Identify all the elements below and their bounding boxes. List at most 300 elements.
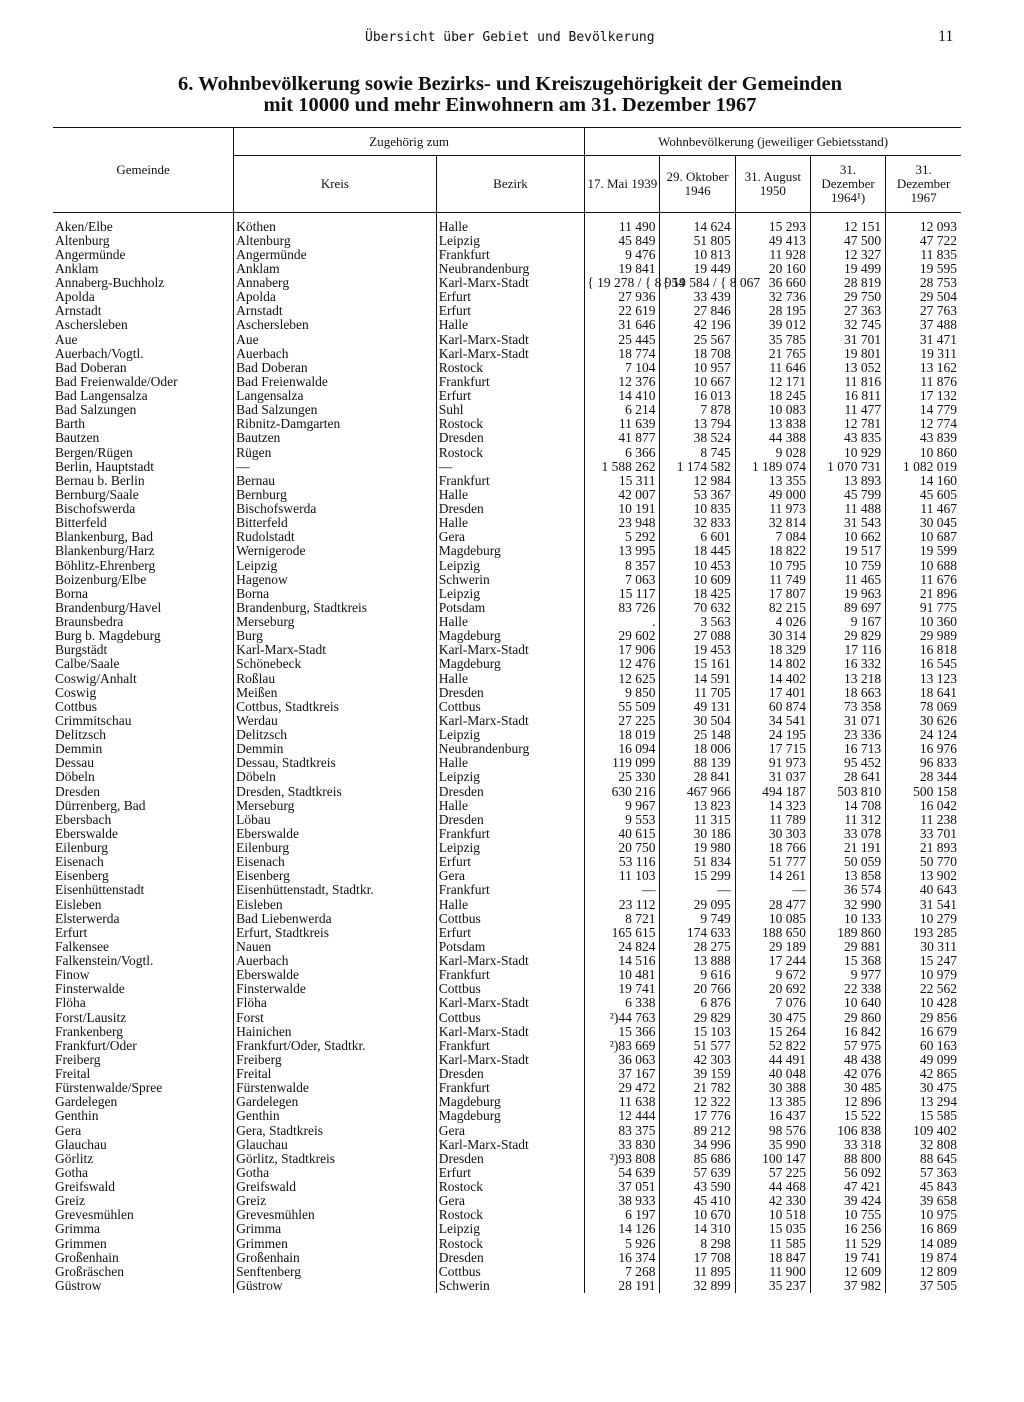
table-row xyxy=(53,826,961,840)
cell-gemeinde: Genthin xyxy=(55,1108,99,1124)
header-1939: 17. Mai 1939 xyxy=(585,156,660,213)
cell-kreis: Gera, Stadtkreis xyxy=(234,1123,437,1137)
table-row xyxy=(53,1208,961,1222)
cell-pop-1964: 12 151 xyxy=(810,219,885,233)
cell-gemeinde: Falkenstein/Vogtl. xyxy=(55,953,154,969)
cell-kreis: Bautzen xyxy=(234,431,437,445)
cell-pop-1939: 22 619 xyxy=(585,304,660,318)
cell-pop-1964: 39 424 xyxy=(810,1194,885,1208)
cell-pop-1950: 7 076 xyxy=(735,996,810,1010)
cell-pop-1946: 51 834 xyxy=(660,855,735,869)
cell-pop-1950: 17 715 xyxy=(735,742,810,756)
cell-pop-1939: 29 472 xyxy=(585,1081,660,1095)
cell-kreis: Bitterfeld xyxy=(234,516,437,530)
table-row xyxy=(53,841,961,855)
cell-kreis: — xyxy=(234,459,437,473)
cell-kreis: Großenhain xyxy=(234,1250,437,1264)
cell-bezirk: Frankfurt xyxy=(436,968,585,982)
cell-kreis: Dresden, Stadtkreis xyxy=(234,784,437,798)
running-title: Übersicht über Gebiet und Bevölkerung xyxy=(365,30,655,45)
table-row xyxy=(53,374,961,388)
cell-pop-1964: 47 500 xyxy=(810,233,885,247)
cell-pop-1967: 13 123 xyxy=(886,671,961,685)
cell-pop-1967: 33 701 xyxy=(886,826,961,840)
cell-kreis: Döbeln xyxy=(234,770,437,784)
cell-bezirk: Leipzig xyxy=(436,1222,585,1236)
cell-bezirk: Cottbus xyxy=(436,699,585,713)
cell-gemeinde: Coswig xyxy=(55,684,97,700)
table-row xyxy=(53,883,961,897)
cell-pop-1939: 10 191 xyxy=(585,502,660,516)
cell-pop-1967: 16 818 xyxy=(886,643,961,657)
cell-pop-1939: ²)44 763 xyxy=(585,1010,660,1024)
cell-pop-1964: 45 799 xyxy=(810,487,885,501)
cell-pop-1967: 12 093 xyxy=(886,219,961,233)
cell-pop-1939: 6 338 xyxy=(585,996,660,1010)
cell-kreis: Bernau xyxy=(234,473,437,487)
cell-pop-1939: 20 750 xyxy=(585,841,660,855)
cell-gemeinde: Berlin, Hauptstadt xyxy=(55,458,154,474)
cell-pop-1939: 7 104 xyxy=(585,360,660,374)
cell-pop-1967: 193 285 xyxy=(886,925,961,939)
cell-pop-1939: 25 445 xyxy=(585,332,660,346)
cell-pop-1939: 6 214 xyxy=(585,403,660,417)
cell-pop-1946: 49 131 xyxy=(660,699,735,713)
cell-gemeinde: Anklam xyxy=(55,260,99,276)
cell-kreis: Borna xyxy=(234,586,437,600)
cell-gemeinde: Gardelegen xyxy=(55,1094,118,1110)
cell-pop-1964: 42 076 xyxy=(810,1067,885,1081)
cell-pop-1950: 32 736 xyxy=(735,290,810,304)
cell-pop-1967: 11 238 xyxy=(886,812,961,826)
cell-gemeinde: Eilenburg xyxy=(55,840,108,856)
cell-pop-1950: 60 874 xyxy=(735,699,810,713)
cell-pop-1950: 188 650 xyxy=(735,925,810,939)
cell-kreis: Bad Salzungen xyxy=(234,403,437,417)
cell-pop-1946: 9 616 xyxy=(660,968,735,982)
cell-pop-1939: 29 602 xyxy=(585,629,660,643)
cell-pop-1939: 24 824 xyxy=(585,939,660,953)
cell-pop-1939: 23 112 xyxy=(585,897,660,911)
cell-kreis: Löbau xyxy=(234,812,437,826)
cell-gemeinde: Gotha xyxy=(55,1164,88,1180)
table-row xyxy=(53,290,961,304)
cell-pop-1946: 19 980 xyxy=(660,841,735,855)
cell-pop-1946: 11 705 xyxy=(660,685,735,699)
cell-bezirk: Karl-Marx-Stadt xyxy=(436,276,585,290)
cell-pop-1939: 12 625 xyxy=(585,671,660,685)
table-body xyxy=(53,213,961,1293)
cell-gemeinde: Blankenburg, Bad xyxy=(55,529,153,545)
cell-pop-1939: 23 948 xyxy=(585,516,660,530)
cell-pop-1967: 12 774 xyxy=(886,417,961,431)
cell-gemeinde: Fürstenwalde/Spree xyxy=(55,1080,163,1096)
cell-pop-1967: 21 893 xyxy=(886,841,961,855)
cell-pop-1939: 9 850 xyxy=(585,685,660,699)
cell-pop-1950: 11 749 xyxy=(735,572,810,586)
table-row xyxy=(53,1081,961,1095)
cell-pop-1939: 15 366 xyxy=(585,1024,660,1038)
cell-pop-1967: 109 402 xyxy=(886,1123,961,1137)
table-row xyxy=(53,431,961,445)
table-row xyxy=(53,572,961,586)
cell-pop-1950: 9 028 xyxy=(735,445,810,459)
cell-bezirk: Karl-Marx-Stadt xyxy=(436,1052,585,1066)
cell-pop-1946: 28 841 xyxy=(660,770,735,784)
cell-pop-1964: 31 701 xyxy=(810,332,885,346)
cell-pop-1967: 37 488 xyxy=(886,318,961,332)
cell-pop-1967: 15 585 xyxy=(886,1109,961,1123)
cell-pop-1964: 88 800 xyxy=(810,1151,885,1165)
cell-pop-1967: 16 042 xyxy=(886,798,961,812)
cell-bezirk: Cottbus xyxy=(436,911,585,925)
cell-pop-1950: 30 314 xyxy=(735,629,810,643)
table-row xyxy=(53,1151,961,1165)
cell-gemeinde: Cottbus xyxy=(55,698,98,714)
cell-pop-1946: 53 367 xyxy=(660,487,735,501)
cell-bezirk: Rostock xyxy=(436,1180,585,1194)
header-1967: 31. Dezember 1967 xyxy=(886,156,961,213)
table-row xyxy=(53,1194,961,1208)
cell-pop-1939: 14 516 xyxy=(585,954,660,968)
cell-kreis: Eisenach xyxy=(234,855,437,869)
cell-pop-1946: 14 591 xyxy=(660,671,735,685)
cell-bezirk: Schwerin xyxy=(436,1278,585,1292)
cell-bezirk: Rostock xyxy=(436,445,585,459)
cell-kreis: Altenburg xyxy=(234,233,437,247)
cell-pop-1939: 1 588 262 xyxy=(585,459,660,473)
cell-bezirk: Schwerin xyxy=(436,572,585,586)
cell-gemeinde: Großräschen xyxy=(55,1263,124,1279)
cell-bezirk: Frankfurt xyxy=(436,883,585,897)
table-row xyxy=(53,417,961,431)
cell-pop-1946: 18 708 xyxy=(660,346,735,360)
cell-pop-1946: 32 899 xyxy=(660,1278,735,1292)
cell-pop-1950: 52 822 xyxy=(735,1038,810,1052)
cell-kreis: Rudolstadt xyxy=(234,530,437,544)
cell-pop-1939: 15 117 xyxy=(585,586,660,600)
cell-pop-1950: 15 264 xyxy=(735,1024,810,1038)
cell-pop-1950: 17 807 xyxy=(735,586,810,600)
cell-pop-1967: 45 605 xyxy=(886,487,961,501)
cell-pop-1946: 10 813 xyxy=(660,247,735,261)
cell-pop-1950: 4 026 xyxy=(735,615,810,629)
cell-pop-1946: 51 577 xyxy=(660,1038,735,1052)
cell-pop-1964: 50 059 xyxy=(810,855,885,869)
cell-gemeinde: Grimmen xyxy=(55,1235,107,1251)
cell-pop-1939: . xyxy=(585,615,660,629)
cell-bezirk: Leipzig xyxy=(436,728,585,742)
cell-pop-1946: 18 006 xyxy=(660,742,735,756)
cell-pop-1964: 29 860 xyxy=(810,1010,885,1024)
cell-bezirk: Magdeburg xyxy=(436,1095,585,1109)
cell-bezirk: Halle xyxy=(436,671,585,685)
header-wohnbevoelkerung: Wohnbevölkerung (jeweiliger Gebietsstand) xyxy=(585,128,961,156)
cell-gemeinde: Bergen/Rügen xyxy=(55,444,133,460)
cell-pop-1950: 51 777 xyxy=(735,855,810,869)
table-row xyxy=(53,1250,961,1264)
cell-pop-1964: 33 078 xyxy=(810,826,885,840)
cell-pop-1946: 13 823 xyxy=(660,798,735,812)
cell-pop-1946: 12 322 xyxy=(660,1095,735,1109)
cell-bezirk: Magdeburg xyxy=(436,544,585,558)
cell-gemeinde: Aschersleben xyxy=(55,317,128,333)
cell-kreis: Freiberg xyxy=(234,1052,437,1066)
cell-bezirk: Gera xyxy=(436,869,585,883)
cell-gemeinde: Aue xyxy=(55,331,78,347)
cell-pop-1946: 89 212 xyxy=(660,1123,735,1137)
cell-bezirk: Rostock xyxy=(436,1208,585,1222)
cell-pop-1967: 19 874 xyxy=(886,1250,961,1264)
cell-pop-1964: 12 781 xyxy=(810,417,885,431)
cell-kreis: Grevesmühlen xyxy=(234,1208,437,1222)
cell-pop-1939: 36 063 xyxy=(585,1052,660,1066)
cell-pop-1939: 17 906 xyxy=(585,643,660,657)
cell-pop-1950: 20 160 xyxy=(735,261,810,275)
cell-pop-1964: 16 713 xyxy=(810,742,885,756)
cell-gemeinde: Eisleben xyxy=(55,896,102,912)
header-bezirk: Bezirk xyxy=(436,156,585,213)
cell-pop-1946: 57 639 xyxy=(660,1165,735,1179)
cell-pop-1950: 18 766 xyxy=(735,841,810,855)
cell-pop-1946: 25 148 xyxy=(660,728,735,742)
table-row xyxy=(53,445,961,459)
cell-pop-1946: 30 186 xyxy=(660,826,735,840)
cell-kreis: Gardelegen xyxy=(234,1095,437,1109)
table-row xyxy=(53,629,961,643)
cell-kreis: Erfurt, Stadtkreis xyxy=(234,925,437,939)
table-row xyxy=(53,939,961,953)
cell-pop-1946: 34 996 xyxy=(660,1137,735,1151)
cell-kreis: Demmin xyxy=(234,742,437,756)
cell-pop-1939: 37 167 xyxy=(585,1067,660,1081)
cell-pop-1939: 12 476 xyxy=(585,657,660,671)
cell-pop-1939: 16 374 xyxy=(585,1250,660,1264)
cell-kreis: Gotha xyxy=(234,1165,437,1179)
cell-kreis: Merseburg xyxy=(234,798,437,812)
cell-pop-1946: 27 846 xyxy=(660,304,735,318)
cell-pop-1964: 12 327 xyxy=(810,247,885,261)
cell-pop-1946: 11 315 xyxy=(660,812,735,826)
cell-kreis: Auerbach xyxy=(234,346,437,360)
cell-pop-1939: 10 481 xyxy=(585,968,660,982)
cell-pop-1967: 29 856 xyxy=(886,1010,961,1024)
cell-pop-1950: 28 195 xyxy=(735,304,810,318)
table-row xyxy=(53,360,961,374)
cell-gemeinde: Bischofswerda xyxy=(55,501,136,517)
cell-pop-1964: 9 977 xyxy=(810,968,885,982)
cell-pop-1946: 174 633 xyxy=(660,925,735,939)
cell-pop-1950: 494 187 xyxy=(735,784,810,798)
table-row xyxy=(53,1236,961,1250)
cell-pop-1967: 10 975 xyxy=(886,1208,961,1222)
table-row xyxy=(53,1109,961,1123)
cell-pop-1964: 1 070 731 xyxy=(810,459,885,473)
cell-kreis: Angermünde xyxy=(234,247,437,261)
cell-pop-1964: 21 191 xyxy=(810,841,885,855)
cell-gemeinde: Frankenberg xyxy=(55,1023,123,1039)
cell-pop-1950: 40 048 xyxy=(735,1067,810,1081)
cell-kreis: Bad Doberan xyxy=(234,360,437,374)
cell-pop-1967: 13 162 xyxy=(886,360,961,374)
table-row xyxy=(53,1095,961,1109)
table-row xyxy=(53,699,961,713)
cell-pop-1964: 10 133 xyxy=(810,911,885,925)
cell-pop-1964: 16 842 xyxy=(810,1024,885,1038)
cell-pop-1964: 22 338 xyxy=(810,982,885,996)
cell-pop-1967: 16 545 xyxy=(886,657,961,671)
cell-pop-1946: 3 563 xyxy=(660,615,735,629)
cell-pop-1950: 11 646 xyxy=(735,360,810,374)
cell-pop-1946: 42 303 xyxy=(660,1052,735,1066)
cell-pop-1946: 70 632 xyxy=(660,600,735,614)
cell-pop-1950: 36 660 xyxy=(735,276,810,290)
cell-bezirk: Frankfurt xyxy=(436,247,585,261)
cell-gemeinde: Blankenburg/Harz xyxy=(55,543,155,559)
cell-pop-1939: 5 292 xyxy=(585,530,660,544)
page-number: 11 xyxy=(938,28,954,45)
cell-pop-1946: 19 453 xyxy=(660,643,735,657)
cell-kreis: Leipzig xyxy=(234,558,437,572)
cell-pop-1950: 30 388 xyxy=(735,1081,810,1095)
table-row xyxy=(53,968,961,982)
cell-pop-1939: 55 509 xyxy=(585,699,660,713)
cell-pop-1964: 29 829 xyxy=(810,629,885,643)
table-row xyxy=(53,261,961,275)
cell-pop-1964: 29 750 xyxy=(810,290,885,304)
cell-kreis: Apolda xyxy=(234,290,437,304)
table-row xyxy=(53,1010,961,1024)
cell-pop-1950: 21 765 xyxy=(735,346,810,360)
cell-bezirk: Karl-Marx-Stadt xyxy=(436,954,585,968)
cell-bezirk: Frankfurt xyxy=(436,473,585,487)
cell-pop-1967: 43 839 xyxy=(886,431,961,445)
table-row xyxy=(53,1264,961,1278)
cell-pop-1964: 10 929 xyxy=(810,445,885,459)
cell-pop-1967: 17 132 xyxy=(886,389,961,403)
cell-pop-1964: 15 368 xyxy=(810,954,885,968)
cell-pop-1946: 20 766 xyxy=(660,982,735,996)
cell-pop-1967: 11 876 xyxy=(886,374,961,388)
cell-pop-1950: 13 355 xyxy=(735,473,810,487)
table-row xyxy=(53,389,961,403)
table-row xyxy=(53,304,961,318)
cell-pop-1950: 17 244 xyxy=(735,954,810,968)
cell-pop-1967: 40 643 xyxy=(886,883,961,897)
table-row xyxy=(53,869,961,883)
cell-pop-1964: 106 838 xyxy=(810,1123,885,1137)
cell-pop-1939: ²)83 669 xyxy=(585,1038,660,1052)
cell-gemeinde: Apolda xyxy=(55,289,95,305)
header-1964: 31. Dezember 1964¹) xyxy=(810,156,885,213)
cell-pop-1964: 28 641 xyxy=(810,770,885,784)
cell-pop-1967: 16 976 xyxy=(886,742,961,756)
cell-pop-1946: 88 139 xyxy=(660,756,735,770)
cell-pop-1950: 29 189 xyxy=(735,939,810,953)
cell-kreis: Roßlau xyxy=(234,671,437,685)
cell-gemeinde: Falkensee xyxy=(55,938,109,954)
table-row xyxy=(53,996,961,1010)
cell-pop-1967: 13 902 xyxy=(886,869,961,883)
cell-pop-1964: 12 896 xyxy=(810,1095,885,1109)
cell-gemeinde: Brandenburg/Havel xyxy=(55,599,162,615)
cell-pop-1939: 8 357 xyxy=(585,558,660,572)
cell-pop-1967: 16 679 xyxy=(886,1024,961,1038)
cell-gemeinde: Güstrow xyxy=(55,1277,102,1293)
cell-pop-1964: 12 609 xyxy=(810,1264,885,1278)
cell-pop-1950: 30 475 xyxy=(735,1010,810,1024)
cell-pop-1950: 14 323 xyxy=(735,798,810,812)
cell-gemeinde: Coswig/Anhalt xyxy=(55,670,137,686)
cell-pop-1946: 10 453 xyxy=(660,558,735,572)
cell-pop-1950: 10 085 xyxy=(735,911,810,925)
cell-pop-1946: 15 161 xyxy=(660,657,735,671)
cell-pop-1939: 18 019 xyxy=(585,728,660,742)
cell-pop-1939: 27 936 xyxy=(585,290,660,304)
cell-gemeinde: Eisenberg xyxy=(55,868,109,884)
cell-kreis: Bad Liebenwerda xyxy=(234,911,437,925)
cell-pop-1939: 31 646 xyxy=(585,318,660,332)
cell-pop-1950: 9 672 xyxy=(735,968,810,982)
cell-pop-1967: 12 809 xyxy=(886,1264,961,1278)
cell-gemeinde: Bad Langensalza xyxy=(55,388,148,404)
cell-kreis: Frankfurt/Oder, Stadtkr. xyxy=(234,1038,437,1052)
cell-pop-1967: 88 645 xyxy=(886,1151,961,1165)
cell-pop-1964: 11 312 xyxy=(810,812,885,826)
cell-bezirk: Halle xyxy=(436,756,585,770)
cell-pop-1939: 19 841 xyxy=(585,261,660,275)
cell-gemeinde: Grimma xyxy=(55,1221,100,1237)
cell-gemeinde: Grevesmühlen xyxy=(55,1207,134,1223)
cell-pop-1964: 10 755 xyxy=(810,1208,885,1222)
cell-pop-1967: 30 045 xyxy=(886,516,961,530)
cell-kreis: Greiz xyxy=(234,1194,437,1208)
cell-pop-1946: 13 794 xyxy=(660,417,735,431)
cell-pop-1964: 11 477 xyxy=(810,403,885,417)
cell-gemeinde: Angermünde xyxy=(55,246,126,262)
cell-pop-1964: 503 810 xyxy=(810,784,885,798)
cell-pop-1967: 19 311 xyxy=(886,346,961,360)
table-row xyxy=(53,982,961,996)
cell-pop-1946: 16 013 xyxy=(660,389,735,403)
cell-gemeinde: Bad Doberan xyxy=(55,359,127,375)
cell-pop-1946: 7 878 xyxy=(660,403,735,417)
cell-gemeinde: Crimmitschau xyxy=(55,712,132,728)
cell-pop-1964: 11 816 xyxy=(810,374,885,388)
cell-pop-1950: 18 847 xyxy=(735,1250,810,1264)
cell-pop-1964: 19 801 xyxy=(810,346,885,360)
cell-pop-1946: 19 449 xyxy=(660,261,735,275)
cell-pop-1939: 9 476 xyxy=(585,247,660,261)
cell-pop-1950: 13 385 xyxy=(735,1095,810,1109)
cell-pop-1950: 10 518 xyxy=(735,1208,810,1222)
cell-pop-1939: 41 877 xyxy=(585,431,660,445)
header-kreis: Kreis xyxy=(234,156,437,213)
cell-kreis: Flöha xyxy=(234,996,437,1010)
cell-kreis: Eisenhüttenstadt, Stadtkr. xyxy=(234,883,437,897)
cell-kreis: Greifswald xyxy=(234,1180,437,1194)
cell-pop-1967: 11 835 xyxy=(886,247,961,261)
cell-pop-1964: 89 697 xyxy=(810,600,885,614)
cell-pop-1946: 33 439 xyxy=(660,290,735,304)
cell-bezirk: Dresden xyxy=(436,502,585,516)
cell-pop-1964: 13 858 xyxy=(810,869,885,883)
cell-pop-1964: 33 318 xyxy=(810,1137,885,1151)
cell-gemeinde: Eisenhüttenstadt xyxy=(55,882,145,898)
cell-pop-1964: 16 811 xyxy=(810,389,885,403)
cell-bezirk: Dresden xyxy=(436,812,585,826)
cell-pop-1939: 42 007 xyxy=(585,487,660,501)
